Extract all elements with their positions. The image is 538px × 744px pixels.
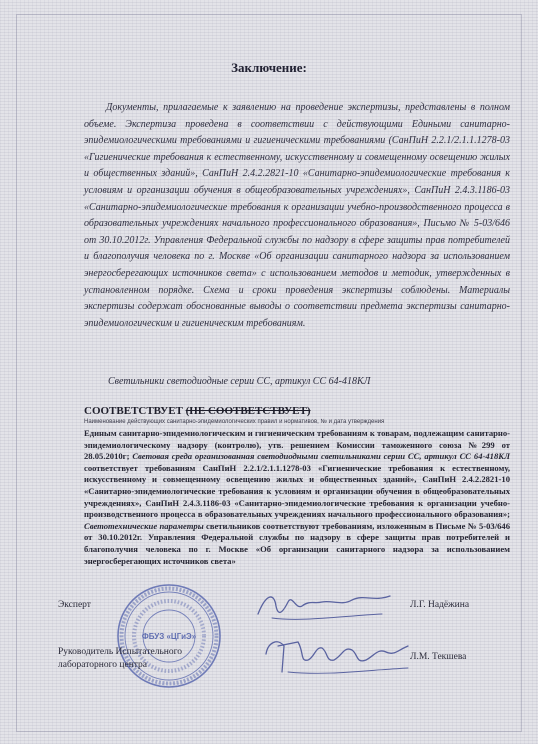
verdict-body-part5: светильников соответствуют требованиям, изложенным в Письме № 5-03/646 от 30.10.2012г. Управления Федеральной службы по надзору в сфере защиты прав потребителей и благополучия человека по г. Москве «Об организации санитарного надзора за использованием энергосберегающих источников света» [84, 520, 510, 566]
verdict-line [84, 405, 510, 417]
verdict-body-part3: соответствует требованиям СанПиН 2.2.1/2.1.1.1278-03 «Гигиенические требования к естественному, искусственному и совмещенному освещению жилых и общественных зданий», СанПиН 2.4.2.2821-10 «Санитарно-эпидемиологические требования к условиям и организации обучения в общеобразовательных учреждениях», СанПиН 2.4.3.1186-03 «Санитарно-эпидемиологические требования к организации учебно-производственного процесса в образовательных учреждениях начального профессионального образования»; [84, 462, 510, 520]
head-label: Руководитель Испытательного лабораторного центра [58, 647, 183, 670]
product-name: Светильники светодиодные серии СС, артикул СС 64-418КЛ [108, 376, 371, 387]
verdict-body-part2: Световая среда организованная светодиодными светильниками серии СС, артикул СС 64-418КЛ [132, 451, 510, 462]
conclusion-paragraph: Документы, прилагаемые к заявлению на проведение экспертизы, представлены в полном объеме. Экспертиза проведена в соответствии с действующими Едиными санитарно-эпидемиологическими требованиями и гигиеническими требованиями (СанПиН 2.2.1/2.1.1.1278-03 «Гигиенические требования к естественному, искусственному и совмещенному освещению жилых и общественных зданий», СанПиН 2.4.2.2821-10 «Санитарно-эпидемиологические требования к условиям и организации обучения в общеобразовательных учреждениях», СанПиН 2.4.3.1186-03 «Санитарно-эпидемиологические требования к организации учебно-производственного процесса в образовательных учреждениях начального профессионального образования», Письмо № 5-03/646 от 30.10.2012г. Управления Федеральной службы по надзору в сфере защиты прав потребителей и благополучия человека по г. Москве «Об организации санитарного надзора за использованием энергосберегающих источников света» с использованием методов и методик, утвержденных в установленном порядке. Схема и сроки проведения экспертизы соблюдены. Материалы экспертизы содержат обоснованные выводы о соответствии предмета экспертизы санитарно- эпидемиологическим и гигиеническим требованиям. [84, 102, 510, 329]
verdict-struck: (НЕ СООТВЕТСТВУЕТ) [185, 405, 311, 417]
expert-name: Л.Г. Надёжина [410, 600, 470, 610]
conclusion-title: Заключение: [231, 60, 307, 75]
verdict-main: СООТВЕТСТВУЕТ [84, 405, 183, 417]
verdict-body-part4: Светотехнические параметры [84, 520, 204, 531]
expert-label: Эксперт [58, 600, 91, 610]
verdict-caption: Наименование действующих санитарно-эпидемиологических правил и нормативов, № и дата утверждения [84, 419, 385, 425]
verdict-body [84, 428, 510, 567]
head-signature [258, 632, 418, 680]
verdict-body-part1: Единым санитарно-эпидемиологическим и гигиеническим требованиям к товарам, подлежащим санитарно-эпидемиологическому надзору (контролю), утв. решением Комиссии таможенного союза №299 от 28.05.2010г; [84, 428, 510, 462]
expert-signature [252, 584, 402, 628]
official-stamp [115, 582, 223, 690]
stamp-center-text: ФБУЗ «ЦГиЭ» [141, 632, 197, 641]
head-name: Л.М. Текшева [410, 652, 467, 662]
